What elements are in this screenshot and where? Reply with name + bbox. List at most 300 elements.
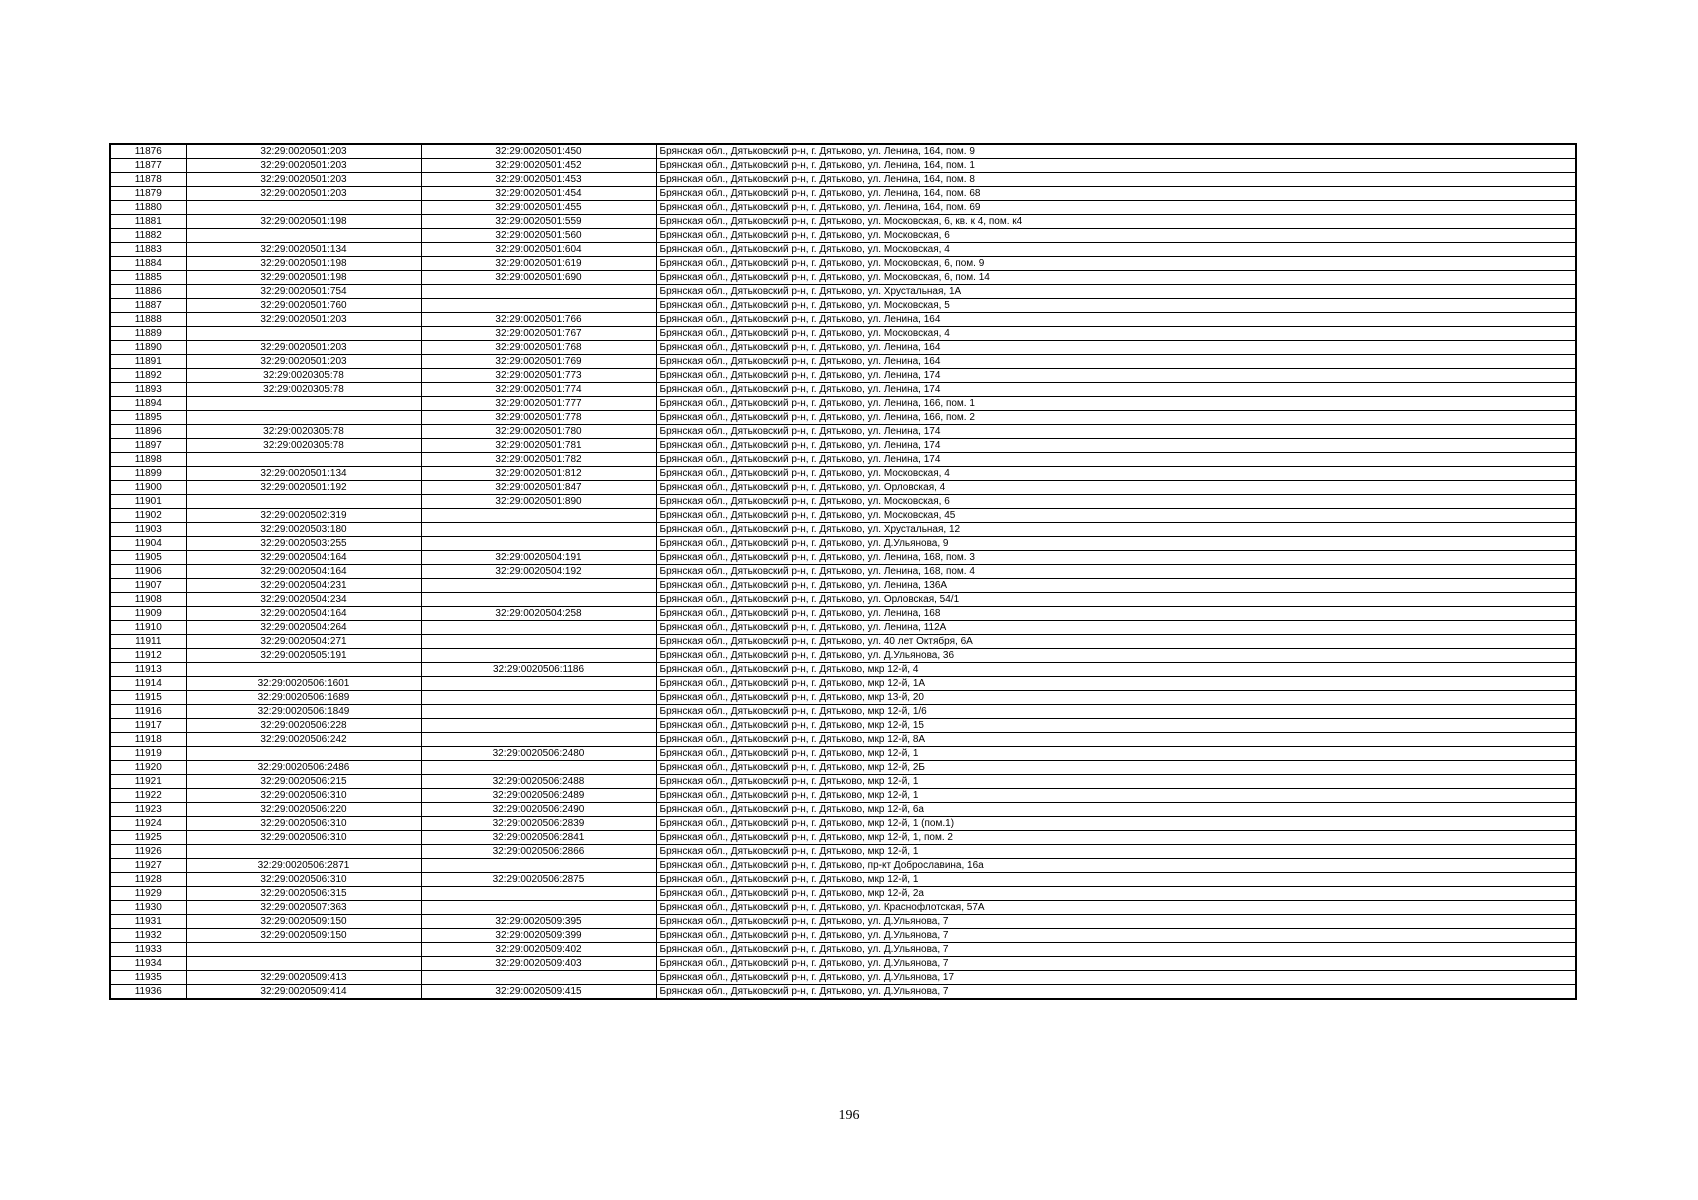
cadastral-number-cell xyxy=(421,719,656,733)
cadastral-number-cell xyxy=(421,285,656,299)
row-number-cell: 11924 xyxy=(110,817,186,831)
table-row xyxy=(110,173,1576,187)
row-number-cell: 11923 xyxy=(110,803,186,817)
address-cell: Брянская обл., Дятьковский р-н, г. Дятьково, ул. Д.Ульянова, 7 xyxy=(656,915,1576,929)
parent-cadastral-number-cell: 32:29:0020501:203 xyxy=(186,144,421,159)
table-row xyxy=(110,523,1576,537)
cadastral-number-cell: 32:29:0020509:403 xyxy=(421,957,656,971)
address-cell: Брянская обл., Дятьковский р-н, г. Дятьково, ул. Московская, 4 xyxy=(656,243,1576,257)
cadastral-number-cell xyxy=(421,593,656,607)
table-row xyxy=(110,551,1576,565)
row-number-cell: 11882 xyxy=(110,229,186,243)
cadastral-number-cell xyxy=(421,523,656,537)
row-number-cell: 11909 xyxy=(110,607,186,621)
address-cell: Брянская обл., Дятьковский р-н, г. Дятьково, ул. 40 лет Октября, 6А xyxy=(656,635,1576,649)
address-cell: Брянская обл., Дятьковский р-н, г. Дятьково, ул. Ленина, 112А xyxy=(656,621,1576,635)
parent-cadastral-number-cell: 32:29:0020506:1689 xyxy=(186,691,421,705)
address-cell: Брянская обл., Дятьковский р-н, г. Дятьково, мкр 12-й, 1 xyxy=(656,775,1576,789)
table-row xyxy=(110,635,1576,649)
row-number-cell: 11918 xyxy=(110,733,186,747)
parent-cadastral-number-cell: 32:29:0020505:191 xyxy=(186,649,421,663)
table-row xyxy=(110,761,1576,775)
row-number-cell: 11886 xyxy=(110,285,186,299)
row-number-cell: 11935 xyxy=(110,971,186,985)
cadastral-number-cell: 32:29:0020506:2866 xyxy=(421,845,656,859)
parent-cadastral-number-cell xyxy=(186,845,421,859)
address-cell: Брянская обл., Дятьковский р-н, г. Дятьково, мкр 12-й, 2Б xyxy=(656,761,1576,775)
table-row xyxy=(110,943,1576,957)
table-row xyxy=(110,229,1576,243)
cadastral-number-cell: 32:29:0020501:812 xyxy=(421,467,656,481)
table-row xyxy=(110,831,1576,845)
address-cell: Брянская обл., Дятьковский р-н, г. Дятьково, ул. Ленина, 164 xyxy=(656,313,1576,327)
cadastral-number-cell: 32:29:0020504:192 xyxy=(421,565,656,579)
table-row xyxy=(110,873,1576,887)
address-cell: Брянская обл., Дятьковский р-н, г. Дятьково, ул. Д.Ульянова, 7 xyxy=(656,943,1576,957)
parent-cadastral-number-cell: 32:29:0020501:203 xyxy=(186,187,421,201)
row-number-cell: 11928 xyxy=(110,873,186,887)
address-cell: Брянская обл., Дятьковский р-н, г. Дятьково, ул. Московская, 6 xyxy=(656,495,1576,509)
cadastral-number-cell: 32:29:0020501:782 xyxy=(421,453,656,467)
row-number-cell: 11900 xyxy=(110,481,186,495)
parent-cadastral-number-cell xyxy=(186,397,421,411)
cadastral-number-cell: 32:29:0020501:619 xyxy=(421,257,656,271)
parent-cadastral-number-cell: 32:29:0020506:220 xyxy=(186,803,421,817)
row-number-cell: 11920 xyxy=(110,761,186,775)
parent-cadastral-number-cell: 32:29:0020501:198 xyxy=(186,215,421,229)
address-cell: Брянская обл., Дятьковский р-н, г. Дятьково, ул. Д.Ульянова, 7 xyxy=(656,985,1576,1000)
address-cell: Брянская обл., Дятьковский р-н, г. Дятьково, ул. Ленина, 164 xyxy=(656,341,1576,355)
row-number-cell: 11892 xyxy=(110,369,186,383)
address-cell: Брянская обл., Дятьковский р-н, г. Дятьково, ул. Ленина, 174 xyxy=(656,439,1576,453)
cadastral-number-cell: 32:29:0020501:778 xyxy=(421,411,656,425)
cadastral-number-cell: 32:29:0020501:452 xyxy=(421,159,656,173)
table-row xyxy=(110,859,1576,873)
parent-cadastral-number-cell: 32:29:0020305:78 xyxy=(186,383,421,397)
cadastral-number-cell: 32:29:0020506:2839 xyxy=(421,817,656,831)
address-cell: Брянская обл., Дятьковский р-н, г. Дятьково, ул. Ленина, 168, пом. 4 xyxy=(656,565,1576,579)
parent-cadastral-number-cell: 32:29:0020509:150 xyxy=(186,915,421,929)
table-row xyxy=(110,327,1576,341)
cadastral-number-cell: 32:29:0020504:258 xyxy=(421,607,656,621)
row-number-cell: 11914 xyxy=(110,677,186,691)
row-number-cell: 11912 xyxy=(110,649,186,663)
parent-cadastral-number-cell xyxy=(186,201,421,215)
address-cell: Брянская обл., Дятьковский р-н, г. Дятьково, мкр 12-й, 1 (пом.1) xyxy=(656,817,1576,831)
address-cell: Брянская обл., Дятьковский р-н, г. Дятьково, мкр 12-й, 15 xyxy=(656,719,1576,733)
row-number-cell: 11910 xyxy=(110,621,186,635)
table-row xyxy=(110,915,1576,929)
parent-cadastral-number-cell: 32:29:0020504:164 xyxy=(186,551,421,565)
parent-cadastral-number-cell: 32:29:0020506:228 xyxy=(186,719,421,733)
parent-cadastral-number-cell: 32:29:0020501:754 xyxy=(186,285,421,299)
parent-cadastral-number-cell: 32:29:0020506:310 xyxy=(186,789,421,803)
table-row xyxy=(110,201,1576,215)
registry-table xyxy=(109,143,1577,1000)
row-number-cell: 11931 xyxy=(110,915,186,929)
parent-cadastral-number-cell xyxy=(186,453,421,467)
parent-cadastral-number-cell: 32:29:0020501:203 xyxy=(186,355,421,369)
row-number-cell: 11876 xyxy=(110,144,186,159)
address-cell: Брянская обл., Дятьковский р-н, г. Дятьково, ул. Орловская, 4 xyxy=(656,481,1576,495)
address-cell: Брянская обл., Дятьковский р-н, г. Дятьково, ул. Ленина, 166, пом. 1 xyxy=(656,397,1576,411)
address-cell: Брянская обл., Дятьковский р-н, г. Дятьково, ул. Орловская, 54/1 xyxy=(656,593,1576,607)
row-number-cell: 11933 xyxy=(110,943,186,957)
table-row xyxy=(110,747,1576,761)
table-row xyxy=(110,341,1576,355)
row-number-cell: 11922 xyxy=(110,789,186,803)
parent-cadastral-number-cell: 32:29:0020503:255 xyxy=(186,537,421,551)
row-number-cell: 11885 xyxy=(110,271,186,285)
row-number-cell: 11884 xyxy=(110,257,186,271)
parent-cadastral-number-cell: 32:29:0020501:134 xyxy=(186,243,421,257)
cadastral-number-cell: 32:29:0020501:454 xyxy=(421,187,656,201)
cadastral-number-cell xyxy=(421,635,656,649)
parent-cadastral-number-cell xyxy=(186,663,421,677)
cadastral-number-cell: 32:29:0020501:780 xyxy=(421,425,656,439)
table-row xyxy=(110,719,1576,733)
address-cell: Брянская обл., Дятьковский р-н, г. Дятьково, ул. Хрустальная, 1А xyxy=(656,285,1576,299)
table-row xyxy=(110,887,1576,901)
row-number-cell: 11902 xyxy=(110,509,186,523)
parent-cadastral-number-cell: 32:29:0020305:78 xyxy=(186,439,421,453)
table-row xyxy=(110,579,1576,593)
table-row xyxy=(110,803,1576,817)
cadastral-number-cell: 32:29:0020509:415 xyxy=(421,985,656,1000)
cadastral-number-cell: 32:29:0020509:402 xyxy=(421,943,656,957)
table-row xyxy=(110,159,1576,173)
cadastral-number-cell xyxy=(421,509,656,523)
table-row xyxy=(110,425,1576,439)
table-row xyxy=(110,397,1576,411)
cadastral-number-cell xyxy=(421,677,656,691)
row-number-cell: 11932 xyxy=(110,929,186,943)
table-row xyxy=(110,313,1576,327)
row-number-cell: 11897 xyxy=(110,439,186,453)
parent-cadastral-number-cell: 32:29:0020501:203 xyxy=(186,159,421,173)
row-number-cell: 11930 xyxy=(110,901,186,915)
address-cell: Брянская обл., Дятьковский р-н, г. Дятьково, мкр 12-й, 1 xyxy=(656,747,1576,761)
address-cell: Брянская обл., Дятьковский р-н, г. Дятьково, ул. Ленина, 164, пом. 68 xyxy=(656,187,1576,201)
parent-cadastral-number-cell xyxy=(186,943,421,957)
row-number-cell: 11878 xyxy=(110,173,186,187)
parent-cadastral-number-cell: 32:29:0020502:319 xyxy=(186,509,421,523)
table-row xyxy=(110,957,1576,971)
cadastral-number-cell: 32:29:0020501:890 xyxy=(421,495,656,509)
row-number-cell: 11936 xyxy=(110,985,186,1000)
address-cell: Брянская обл., Дятьковский р-н, г. Дятьково, ул. Московская, 4 xyxy=(656,327,1576,341)
table-row xyxy=(110,775,1576,789)
page-number: 196 xyxy=(838,1108,860,1123)
cadastral-number-cell: 32:29:0020501:774 xyxy=(421,383,656,397)
row-number-cell: 11926 xyxy=(110,845,186,859)
cadastral-number-cell: 32:29:0020501:455 xyxy=(421,201,656,215)
table-row xyxy=(110,845,1576,859)
table-row xyxy=(110,187,1576,201)
table-row xyxy=(110,481,1576,495)
table-row xyxy=(110,901,1576,915)
table-row xyxy=(110,299,1576,313)
parent-cadastral-number-cell: 32:29:0020504:164 xyxy=(186,565,421,579)
row-number-cell: 11925 xyxy=(110,831,186,845)
row-number-cell: 11896 xyxy=(110,425,186,439)
parent-cadastral-number-cell: 32:29:0020305:78 xyxy=(186,425,421,439)
parent-cadastral-number-cell: 32:29:0020305:78 xyxy=(186,369,421,383)
parent-cadastral-number-cell: 32:29:0020501:203 xyxy=(186,341,421,355)
cadastral-number-cell: 32:29:0020501:604 xyxy=(421,243,656,257)
cadastral-number-cell xyxy=(421,649,656,663)
cadastral-number-cell: 32:29:0020501:768 xyxy=(421,341,656,355)
row-number-cell: 11916 xyxy=(110,705,186,719)
table-row xyxy=(110,537,1576,551)
cadastral-number-cell xyxy=(421,705,656,719)
parent-cadastral-number-cell: 32:29:0020506:310 xyxy=(186,831,421,845)
table-row xyxy=(110,649,1576,663)
row-number-cell: 11907 xyxy=(110,579,186,593)
cadastral-number-cell: 32:29:0020501:773 xyxy=(421,369,656,383)
address-cell: Брянская обл., Дятьковский р-н, г. Дятьково, ул. Московская, 6 xyxy=(656,229,1576,243)
table-row xyxy=(110,257,1576,271)
address-cell: Брянская обл., Дятьковский р-н, г. Дятьково, ул. Московская, 6, пом. 14 xyxy=(656,271,1576,285)
parent-cadastral-number-cell: 32:29:0020506:310 xyxy=(186,873,421,887)
parent-cadastral-number-cell: 32:29:0020501:134 xyxy=(186,467,421,481)
registry-table-body xyxy=(110,144,1576,999)
table-row xyxy=(110,215,1576,229)
address-cell: Брянская обл., Дятьковский р-н, г. Дятьково, мкр 12-й, 1/6 xyxy=(656,705,1576,719)
table-row xyxy=(110,677,1576,691)
table-row xyxy=(110,144,1576,159)
table-row xyxy=(110,411,1576,425)
address-cell: Брянская обл., Дятьковский р-н, г. Дятьково, ул. Д.Ульянова, 7 xyxy=(656,957,1576,971)
cadastral-number-cell xyxy=(421,859,656,873)
row-number-cell: 11904 xyxy=(110,537,186,551)
table-row xyxy=(110,453,1576,467)
parent-cadastral-number-cell xyxy=(186,495,421,509)
row-number-cell: 11894 xyxy=(110,397,186,411)
table-row xyxy=(110,971,1576,985)
address-cell: Брянская обл., Дятьковский р-н, г. Дятьково, ул. Ленина, 168, пом. 3 xyxy=(656,551,1576,565)
parent-cadastral-number-cell: 32:29:0020504:231 xyxy=(186,579,421,593)
address-cell: Брянская обл., Дятьковский р-н, г. Дятьково, ул. Ленина, 174 xyxy=(656,383,1576,397)
cadastral-number-cell: 32:29:0020501:450 xyxy=(421,144,656,159)
address-cell: Брянская обл., Дятьковский р-н, г. Дятьково, ул. Московская, 4 xyxy=(656,467,1576,481)
address-cell: Брянская обл., Дятьковский р-н, г. Дятьково, ул. Московская, 6, кв. к 4, пом. к4 xyxy=(656,215,1576,229)
table-row xyxy=(110,789,1576,803)
row-number-cell: 11888 xyxy=(110,313,186,327)
address-cell: Брянская обл., Дятьковский р-н, г. Дятьково, ул. Д.Ульянова, 17 xyxy=(656,971,1576,985)
row-number-cell: 11906 xyxy=(110,565,186,579)
row-number-cell: 11883 xyxy=(110,243,186,257)
row-number-cell: 11881 xyxy=(110,215,186,229)
row-number-cell: 11917 xyxy=(110,719,186,733)
parent-cadastral-number-cell: 32:29:0020501:198 xyxy=(186,257,421,271)
row-number-cell: 11929 xyxy=(110,887,186,901)
parent-cadastral-number-cell: 32:29:0020506:2486 xyxy=(186,761,421,775)
row-number-cell: 11899 xyxy=(110,467,186,481)
cadastral-number-cell: 32:29:0020501:560 xyxy=(421,229,656,243)
address-cell: Брянская обл., Дятьковский р-н, г. Дятьково, мкр 12-й, 1 xyxy=(656,845,1576,859)
table-row xyxy=(110,593,1576,607)
row-number-cell: 11927 xyxy=(110,859,186,873)
cadastral-number-cell xyxy=(421,691,656,705)
cadastral-number-cell xyxy=(421,299,656,313)
address-cell: Брянская обл., Дятьковский р-н, г. Дятьково, ул. Ленина, 164, пом. 8 xyxy=(656,173,1576,187)
row-number-cell: 11879 xyxy=(110,187,186,201)
address-cell: Брянская обл., Дятьковский р-н, г. Дятьково, ул. Д.Ульянова, 36 xyxy=(656,649,1576,663)
row-number-cell: 11915 xyxy=(110,691,186,705)
cadastral-number-cell: 32:29:0020506:2875 xyxy=(421,873,656,887)
parent-cadastral-number-cell xyxy=(186,327,421,341)
address-cell: Брянская обл., Дятьковский р-н, г. Дятьково, мкр 12-й, 2а xyxy=(656,887,1576,901)
address-cell: Брянская обл., Дятьковский р-н, г. Дятьково, ул. Ленина, 166, пом. 2 xyxy=(656,411,1576,425)
row-number-cell: 11890 xyxy=(110,341,186,355)
parent-cadastral-number-cell: 32:29:0020504:234 xyxy=(186,593,421,607)
cadastral-number-cell: 32:29:0020501:777 xyxy=(421,397,656,411)
cadastral-number-cell: 32:29:0020501:769 xyxy=(421,355,656,369)
cadastral-number-cell: 32:29:0020501:766 xyxy=(421,313,656,327)
parent-cadastral-number-cell: 32:29:0020501:760 xyxy=(186,299,421,313)
parent-cadastral-number-cell: 32:29:0020504:264 xyxy=(186,621,421,635)
table-row xyxy=(110,607,1576,621)
cadastral-number-cell xyxy=(421,761,656,775)
address-cell: Брянская обл., Дятьковский р-н, г. Дятьково, мкр 13-й, 20 xyxy=(656,691,1576,705)
cadastral-number-cell: 32:29:0020501:781 xyxy=(421,439,656,453)
cadastral-number-cell xyxy=(421,733,656,747)
table-row xyxy=(110,383,1576,397)
row-number-cell: 11891 xyxy=(110,355,186,369)
table-row xyxy=(110,509,1576,523)
table-row xyxy=(110,495,1576,509)
address-cell: Брянская обл., Дятьковский р-н, г. Дятьково, ул. Ленина, 164, пом. 69 xyxy=(656,201,1576,215)
parent-cadastral-number-cell xyxy=(186,747,421,761)
cadastral-number-cell: 32:29:0020501:767 xyxy=(421,327,656,341)
address-cell: Брянская обл., Дятьковский р-н, г. Дятьково, ул. Московская, 5 xyxy=(656,299,1576,313)
parent-cadastral-number-cell: 32:29:0020501:203 xyxy=(186,173,421,187)
table-row xyxy=(110,565,1576,579)
parent-cadastral-number-cell: 32:29:0020507:363 xyxy=(186,901,421,915)
address-cell: Брянская обл., Дятьковский р-н, г. Дятьково, мкр 12-й, 1А xyxy=(656,677,1576,691)
parent-cadastral-number-cell: 32:29:0020501:203 xyxy=(186,313,421,327)
cadastral-number-cell xyxy=(421,537,656,551)
table-row xyxy=(110,705,1576,719)
parent-cadastral-number-cell: 32:29:0020506:1601 xyxy=(186,677,421,691)
address-cell: Брянская обл., Дятьковский р-н, г. Дятьково, ул. Ленина, 136А xyxy=(656,579,1576,593)
address-cell: Брянская обл., Дятьковский р-н, г. Дятьково, ул. Московская, 6, пом. 9 xyxy=(656,257,1576,271)
parent-cadastral-number-cell: 32:29:0020506:242 xyxy=(186,733,421,747)
address-cell: Брянская обл., Дятьковский р-н, г. Дятьково, мкр 12-й, 8А xyxy=(656,733,1576,747)
table-row xyxy=(110,733,1576,747)
address-cell: Брянская обл., Дятьковский р-н, г. Дятьково, ул. Д.Ульянова, 7 xyxy=(656,929,1576,943)
table-row xyxy=(110,663,1576,677)
row-number-cell: 11877 xyxy=(110,159,186,173)
row-number-cell: 11921 xyxy=(110,775,186,789)
cadastral-number-cell: 32:29:0020506:2488 xyxy=(421,775,656,789)
row-number-cell: 11893 xyxy=(110,383,186,397)
cadastral-number-cell: 32:29:0020504:191 xyxy=(421,551,656,565)
cadastral-number-cell: 32:29:0020506:2490 xyxy=(421,803,656,817)
cadastral-number-cell: 32:29:0020501:847 xyxy=(421,481,656,495)
row-number-cell: 11913 xyxy=(110,663,186,677)
row-number-cell: 11934 xyxy=(110,957,186,971)
cadastral-number-cell: 32:29:0020506:1186 xyxy=(421,663,656,677)
row-number-cell: 11880 xyxy=(110,201,186,215)
parent-cadastral-number-cell: 32:29:0020506:2871 xyxy=(186,859,421,873)
parent-cadastral-number-cell: 32:29:0020509:150 xyxy=(186,929,421,943)
address-cell: Брянская обл., Дятьковский р-н, г. Дятьково, ул. Ленина, 168 xyxy=(656,607,1576,621)
row-number-cell: 11919 xyxy=(110,747,186,761)
address-cell: Брянская обл., Дятьковский р-н, г. Дятьково, ул. Ленина, 164, пом. 1 xyxy=(656,159,1576,173)
parent-cadastral-number-cell: 32:29:0020506:215 xyxy=(186,775,421,789)
table-row xyxy=(110,929,1576,943)
address-cell: Брянская обл., Дятьковский р-н, г. Дятьково, мкр 12-й, 6а xyxy=(656,803,1576,817)
address-cell: Брянская обл., Дятьковский р-н, г. Дятьково, ул. Ленина, 174 xyxy=(656,369,1576,383)
table-row xyxy=(110,985,1576,1000)
address-cell: Брянская обл., Дятьковский р-н, г. Дятьково, мкр 12-й, 1, пом. 2 xyxy=(656,831,1576,845)
parent-cadastral-number-cell: 32:29:0020509:413 xyxy=(186,971,421,985)
row-number-cell: 11889 xyxy=(110,327,186,341)
table-row xyxy=(110,467,1576,481)
address-cell: Брянская обл., Дятьковский р-н, г. Дятьково, ул. Краснофлотская, 57А xyxy=(656,901,1576,915)
address-cell: Брянская обл., Дятьковский р-н, г. Дятьково, ул. Хрустальная, 12 xyxy=(656,523,1576,537)
table-row xyxy=(110,817,1576,831)
address-cell: Брянская обл., Дятьковский р-н, г. Дятьково, ул. Ленина, 174 xyxy=(656,453,1576,467)
table-row xyxy=(110,369,1576,383)
table-row xyxy=(110,691,1576,705)
cadastral-number-cell: 32:29:0020506:2841 xyxy=(421,831,656,845)
row-number-cell: 11908 xyxy=(110,593,186,607)
table-row xyxy=(110,285,1576,299)
parent-cadastral-number-cell: 32:29:0020501:198 xyxy=(186,271,421,285)
cadastral-number-cell: 32:29:0020501:453 xyxy=(421,173,656,187)
parent-cadastral-number-cell: 32:29:0020506:310 xyxy=(186,817,421,831)
parent-cadastral-number-cell: 32:29:0020504:164 xyxy=(186,607,421,621)
address-cell: Брянская обл., Дятьковский р-н, г. Дятьково, ул. Московская, 45 xyxy=(656,509,1576,523)
parent-cadastral-number-cell: 32:29:0020504:271 xyxy=(186,635,421,649)
parent-cadastral-number-cell: 32:29:0020503:180 xyxy=(186,523,421,537)
table-row xyxy=(110,355,1576,369)
row-number-cell: 11905 xyxy=(110,551,186,565)
address-cell: Брянская обл., Дятьковский р-н, г. Дятьково, мкр 12-й, 1 xyxy=(656,873,1576,887)
parent-cadastral-number-cell: 32:29:0020501:192 xyxy=(186,481,421,495)
address-cell: Брянская обл., Дятьковский р-н, г. Дятьково, ул. Ленина, 164, пом. 9 xyxy=(656,144,1576,159)
parent-cadastral-number-cell xyxy=(186,957,421,971)
cadastral-number-cell: 32:29:0020509:399 xyxy=(421,929,656,943)
parent-cadastral-number-cell: 32:29:0020506:1849 xyxy=(186,705,421,719)
address-cell: Брянская обл., Дятьковский р-н, г. Дятьково, пр-кт Доброславина, 16а xyxy=(656,859,1576,873)
row-number-cell: 11887 xyxy=(110,299,186,313)
cadastral-number-cell xyxy=(421,621,656,635)
cadastral-number-cell xyxy=(421,887,656,901)
cadastral-number-cell: 32:29:0020509:395 xyxy=(421,915,656,929)
cadastral-number-cell xyxy=(421,579,656,593)
cadastral-number-cell: 32:29:0020506:2489 xyxy=(421,789,656,803)
parent-cadastral-number-cell xyxy=(186,229,421,243)
address-cell: Брянская обл., Дятьковский р-н, г. Дятьково, мкр 12-й, 4 xyxy=(656,663,1576,677)
row-number-cell: 11898 xyxy=(110,453,186,467)
address-cell: Брянская обл., Дятьковский р-н, г. Дятьково, ул. Д.Ульянова, 9 xyxy=(656,537,1576,551)
table-row xyxy=(110,621,1576,635)
address-cell: Брянская обл., Дятьковский р-н, г. Дятьково, ул. Ленина, 174 xyxy=(656,425,1576,439)
row-number-cell: 11901 xyxy=(110,495,186,509)
row-number-cell: 11895 xyxy=(110,411,186,425)
cadastral-number-cell: 32:29:0020506:2480 xyxy=(421,747,656,761)
table-row xyxy=(110,271,1576,285)
address-cell: Брянская обл., Дятьковский р-н, г. Дятьково, мкр 12-й, 1 xyxy=(656,789,1576,803)
cadastral-number-cell xyxy=(421,901,656,915)
table-row xyxy=(110,243,1576,257)
cadastral-number-cell: 32:29:0020501:559 xyxy=(421,215,656,229)
row-number-cell: 11911 xyxy=(110,635,186,649)
